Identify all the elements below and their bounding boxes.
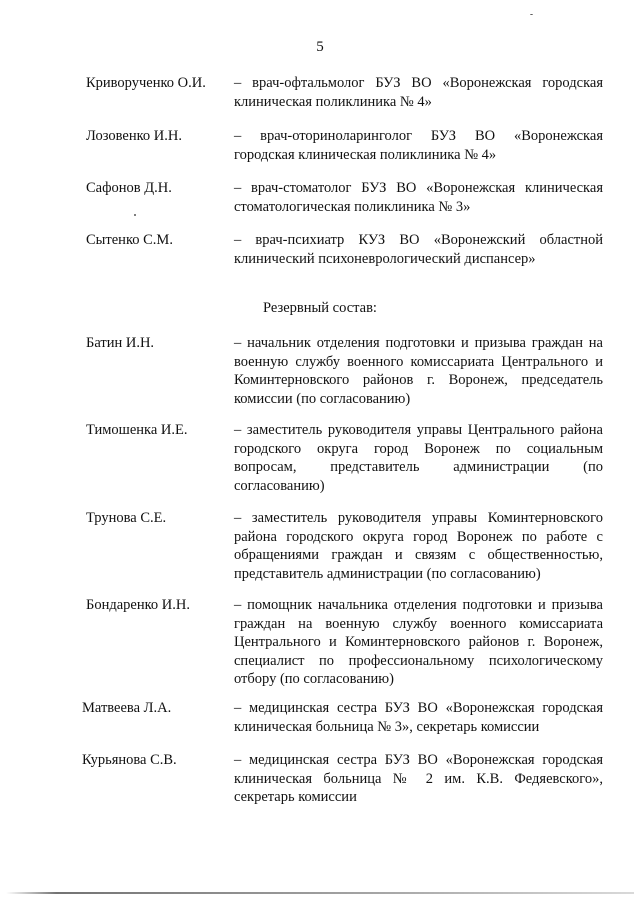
reserve-section-title: Резервный состав: [263,300,377,316]
reserve-name: Батин И.Н. [86,335,155,351]
reserve-name: Курьянова С.В. [82,752,177,768]
reserve-position: – заместитель руководителя управы Центрального района городского округа город Воронеж по социальным вопросам, представитель администрации (по согласованию) [234,422,603,494]
member-name: Сытенко С.М. [86,232,173,248]
reserve-name: Тимошенка И.Е. [86,422,188,438]
page-number: 5 [316,39,324,55]
member-name: Сафонов Д.Н. [86,180,172,196]
member-position: – врач-стоматолог БУЗ ВО «Воронежская клиническая стоматологическая поликлиника № 3» [234,180,603,215]
member-name: Криворученко О.И. [86,75,206,91]
reserve-position: – медицинская сестра БУЗ ВО «Воронежская городская клиническая больница № 3», секретарь комиссии [234,700,603,735]
member-position: – врач-психиатр КУЗ ВО «Воронежский областной клинический психоневрологический диспансер» [234,232,603,267]
member-position: – врач-оториноларинголог БУЗ ВО «Воронежская городская клиническая поликлиника № 4» [234,128,603,163]
reserve-position: – заместитель руководителя управы Коминтерновского района городского округа город Воронеж по работе с обращениями граждан и связям с общественностью, представитель администрации (по согласованию) [234,510,603,582]
reserve-position: – начальник отделения подготовки и призыва граждан на военную службу военного комиссариата Центрального и Коминтерновского районов г. Воронеж, председатель комиссии (по согласованию) [234,335,603,407]
scan-speck [134,214,136,216]
scan-edge-line [6,892,634,894]
reserve-position: – медицинская сестра БУЗ ВО «Воронежская городская клиническая больница № 2 им. К.В. Федяевского», секретарь комиссии [234,752,603,805]
member-name: Лозовенко И.Н. [86,128,182,144]
member-position: – врач-офтальмолог БУЗ ВО «Воронежская городская клиническая поликлиника № 4» [234,75,603,110]
reserve-name: Трунова С.Е. [86,510,167,526]
reserve-name: Бондаренко И.Н. [86,597,190,613]
scan-speck [530,14,533,15]
reserve-position: – помощник начальника отделения подготовки и призыва граждан на военную службу военного комиссариата Центрального и Коминтерновского районов г. Воронеж, специалист по профессиональному психологическому отбору (по согласованию) [234,597,603,687]
reserve-name: Матвеева Л.А. [82,700,172,716]
